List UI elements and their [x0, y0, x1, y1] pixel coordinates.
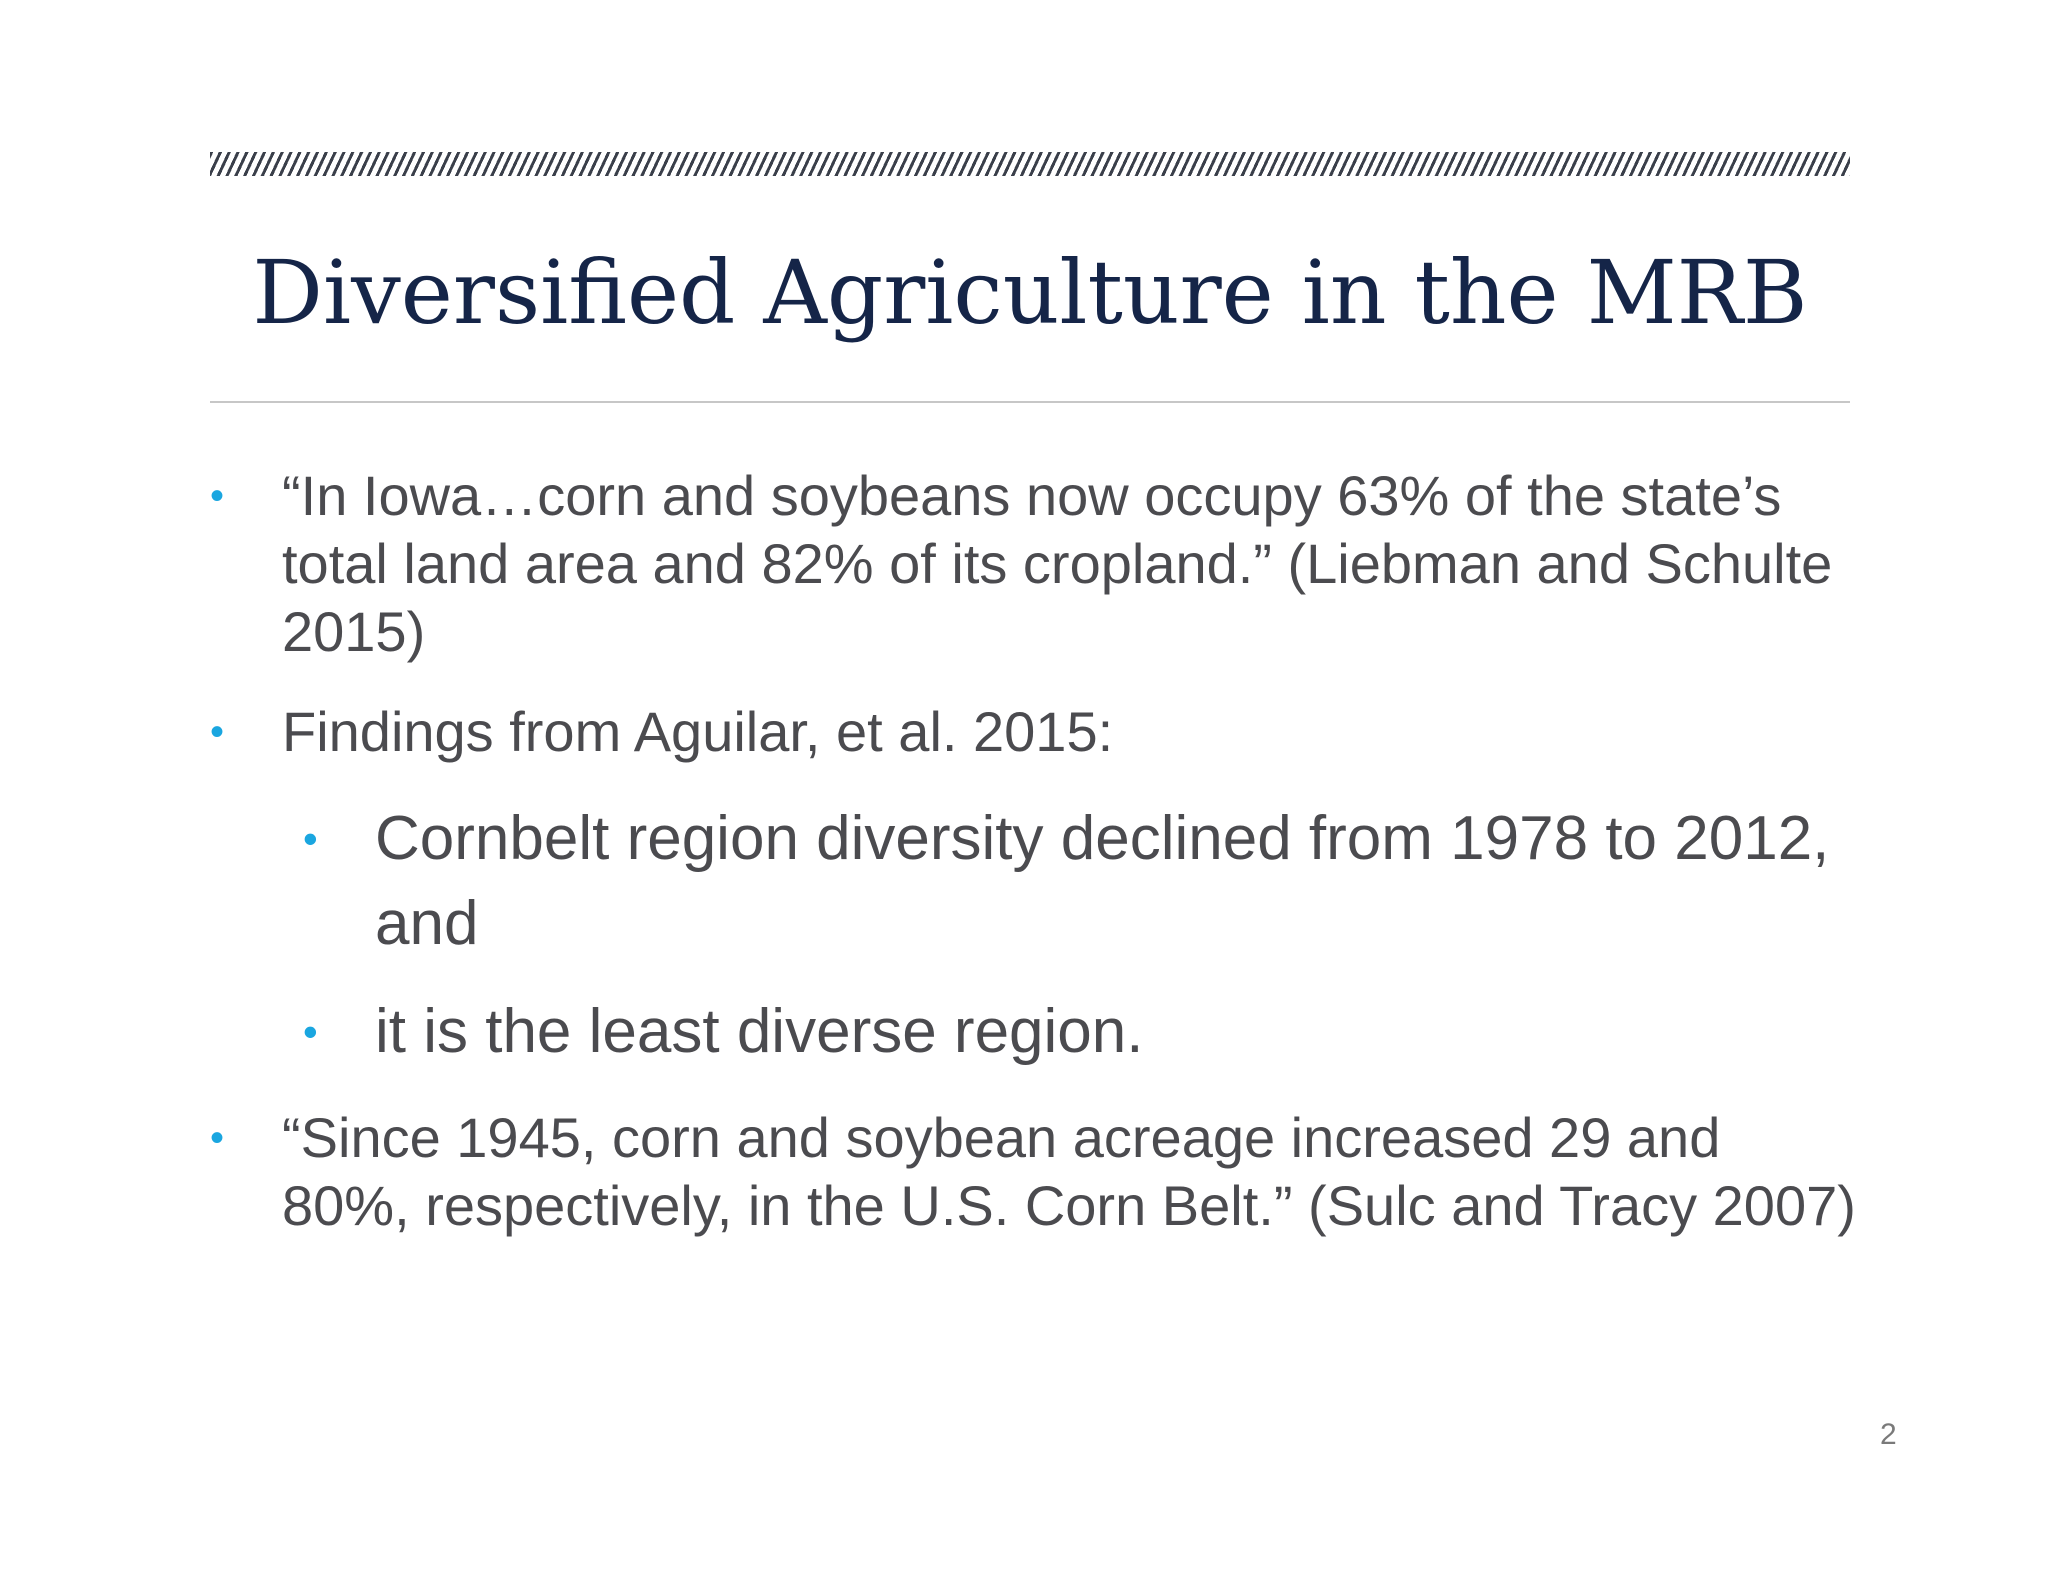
bullet-icon: •: [210, 710, 225, 754]
slide-title: Diversified Agriculture in the MRB: [252, 241, 1808, 344]
sub-bullet-text: it is the least diverse region.: [375, 997, 1144, 1066]
bullet-icon: •: [303, 815, 318, 862]
bullet-icon: •: [303, 1008, 318, 1055]
bullet-item: [210, 1104, 1860, 1240]
sub-bullet-item: [210, 796, 1860, 966]
bullet-text: “Since 1945, corn and soybean acreage increased 29 and 80%, respectively, in the U.S. Corn Belt.” (Sulc and Tracy 2007): [282, 1106, 1856, 1237]
bullet-item: [210, 462, 1860, 666]
bullet-item: [210, 698, 1860, 766]
bullet-icon: •: [210, 474, 225, 518]
sub-bullet-item: [210, 989, 1860, 1074]
bullet-icon: •: [210, 1116, 225, 1160]
sub-bullet-text: Cornbelt region diversity declined from 1978 to 2012, and: [375, 804, 1830, 958]
page-number: 2: [1880, 1418, 1897, 1451]
bullet-text: “In Iowa…corn and soybeans now occupy 63% of the state’s total land area and 82% of its cropland.” (Liebman and Schulte 2015): [282, 464, 1833, 663]
bullet-list: [210, 462, 1860, 1240]
title-divider: [210, 401, 1850, 403]
decorative-hatch-bar: [210, 152, 1850, 176]
bullet-text: Findings from Aguilar, et al. 2015:: [282, 700, 1114, 763]
